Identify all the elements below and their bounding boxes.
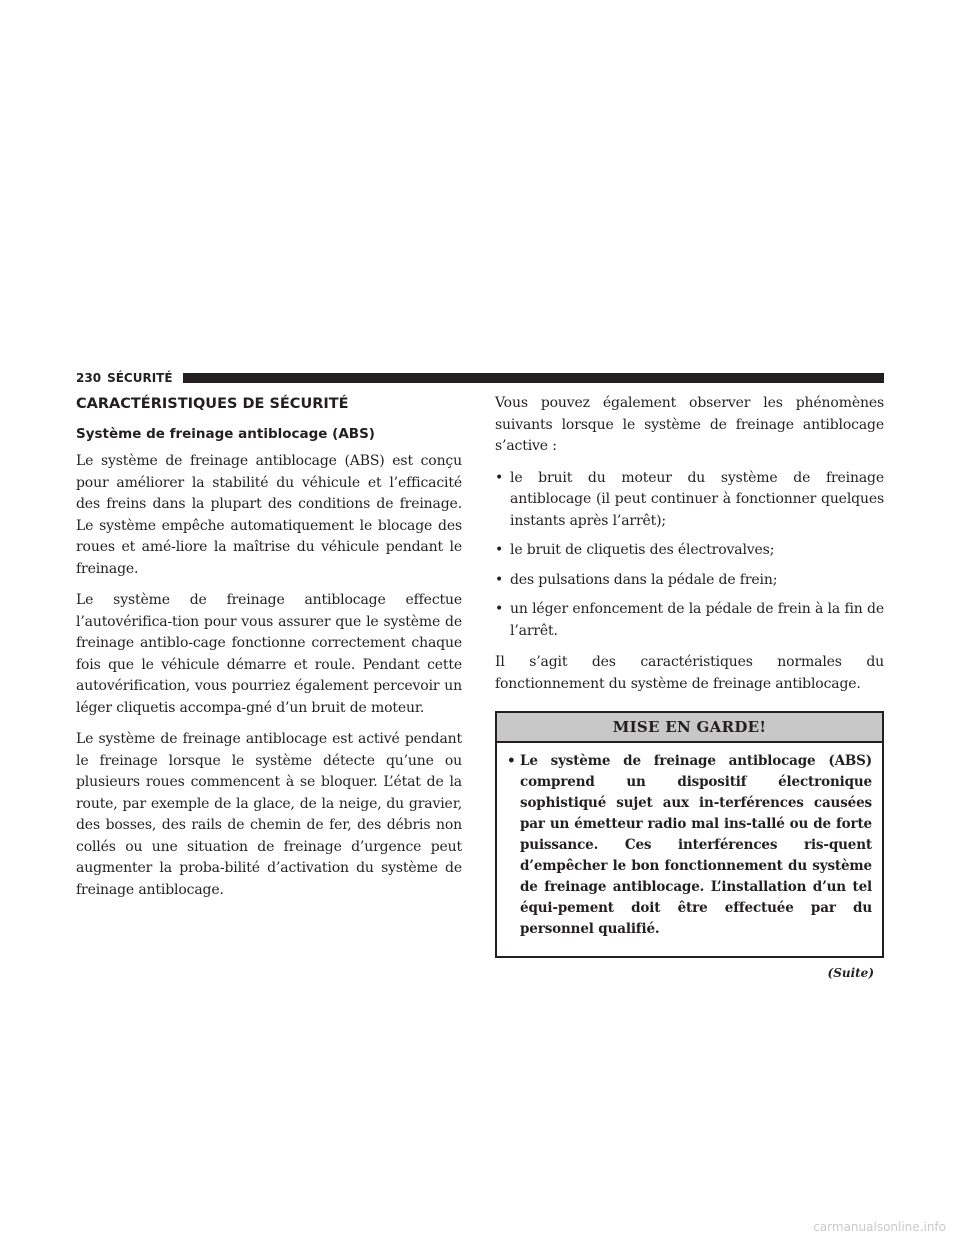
bullet-icon: • xyxy=(495,542,504,558)
list-item xyxy=(495,570,884,592)
list-item xyxy=(495,540,884,562)
header-rule xyxy=(183,373,884,383)
left-column xyxy=(76,393,462,911)
bullet-icon: • xyxy=(507,753,516,769)
list-item-text: le bruit de cliquetis des électrovalves; xyxy=(510,542,775,558)
list-item xyxy=(495,468,884,533)
bullet-icon: • xyxy=(495,469,504,486)
phenomena-list xyxy=(495,468,884,643)
page-number: 230 xyxy=(76,371,102,385)
list-item-text: le bruit du moteur du système de freinage antiblocage (il peut continuer à fonctionner quelques instants après l’arrêt); xyxy=(510,469,884,529)
continued-label: (Suite) xyxy=(827,966,874,980)
warning-body xyxy=(497,743,882,956)
paragraph: Le système de freinage antiblocage (ABS) est conçu pour améliorer la stabilité du véhicule et l’efficacité des freins dans la plupart des conditions de freinage. Le système empêche automatiquement le blocage des roues et amé-liore la maîtrise du véhicule pendant le freinage. xyxy=(76,453,462,577)
closing-paragraph: Il s’agit des caractéristiques normales du fonctionnement du système de freinage antiblocage. xyxy=(495,654,884,692)
section-name: SÉCURITÉ xyxy=(107,371,173,385)
right-column xyxy=(495,393,884,980)
abs-subtitle: Système de freinage antiblocage (ABS) xyxy=(76,426,375,442)
bullet-icon: • xyxy=(495,571,504,588)
intro-paragraph: Vous pouvez également observer les phénomènes suivants lorsque le système de freinage antiblocage s’active : xyxy=(495,395,884,454)
warning-item xyxy=(507,751,872,940)
watermark: carmanualsonline.info xyxy=(813,1220,946,1234)
warning-box xyxy=(495,711,884,958)
warning-title: MISE EN GARDE! xyxy=(497,713,882,743)
warning-item-text: Le système de freinage antiblocage (ABS) comprend un dispositif électronique sophistiqué sujet aux in-terférences causées par un émetteur radio mal ins-tallé ou de forte puissance. Ces interférences ris-quent d’empêcher le bon fonctionnement du système de freinage antiblocage. L’installation d’un tel équi-pement doit être effectuée par du personnel qualifié. xyxy=(520,753,872,937)
bullet-icon: • xyxy=(495,601,504,617)
list-item xyxy=(495,599,884,642)
list-item-text: des pulsations dans la pédale de frein; xyxy=(510,571,778,588)
section-title: CARACTÉRISTIQUES DE SÉCURITÉ xyxy=(76,396,349,412)
page-header xyxy=(76,368,884,388)
warning-list xyxy=(507,751,872,940)
list-item-text: un léger enfoncement de la pédale de frein à la fin de l’arrêt. xyxy=(510,601,884,639)
paragraph: Le système de freinage antiblocage est activé pendant le freinage lorsque le système détecte qu’une ou plusieurs roues commencent à se bloquer. L’état de la route, par exemple de la glace, de la neige, du gravier, des bosses, des rails de chemin de fer, des débris non collés ou une situation de freinage d’urgence peut augmenter la proba-bilité d’activation du système de freinage antiblocage. xyxy=(76,731,462,898)
paragraph: Le système de freinage antiblocage effectue l’autovérifica-tion pour vous assurer que le système de freinage antiblo-cage fonctionne correctement chaque fois que le véhicule démarre et roule. Pendant cette autovérification, vous pourriez également percevoir un léger cliquetis accompa-gné d’un bruit de moteur. xyxy=(76,592,462,716)
